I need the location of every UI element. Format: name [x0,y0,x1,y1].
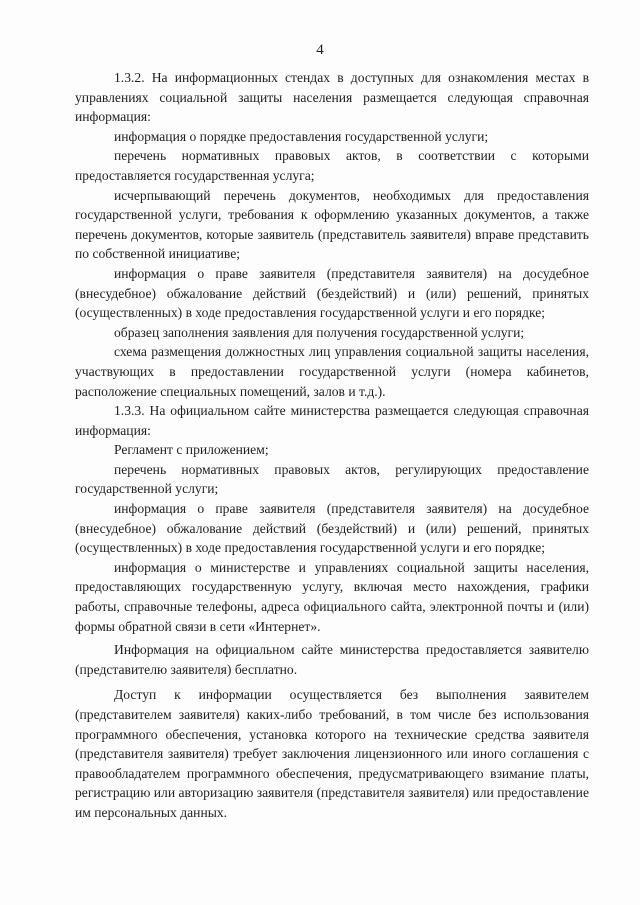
page-number: 4 [316,42,324,58]
list-item-info-procedure: информация о порядке предоставления государственной услуги; [114,128,489,144]
list-item-appeal-right: информация о праве заявителя (представителя заявителя) на досудебное (внесудебное) обжалование действий (бездействий) и (или) решений, принятых (осуществленных) в ходе предоставления государственной услуги и его порядке; [75,265,589,321]
list-item-appeal-right-site: информация о праве заявителя (представителя заявителя) на досудебное (внесудебное) обжалование действий (бездействий) и (или) решений, принятых (осуществленных) в ходе предоставления государственной услуги и его порядке; [75,501,589,556]
paragraph-access-conditions: Доступ к информации осуществляется без выполнения заявителем (представителем заявителя) каких-либо требований, в том числе без использования программного обеспечения, установка которого на технические средства заявителя (представителя заявителя) требует заключения лицензионного или иного соглашения с правообладателем программного обеспечения, предусматривающего взимание платы, регистрацию или авторизацию заявителя (представителя заявителя) или предоставление им персональных данных. [75,687,589,820]
paragraph-free-info: Информация на официальном сайте министерства предоставляется заявителю (представителю заявителя) бесплатно. [75,642,589,677]
paragraph-1-3-2: 1.3.2. На информационных стендах в доступных для ознакомления местах в управлениях социальной защиты населения размещается следующая справочная информация: [75,70,589,125]
list-item-ministry-info: информация о министерстве и управлениях социальной защиты населения, предоставляющих государственную услугу, включая место нахождения, графики работы, справочные телефоны, адреса официального сайта, электронной почты и (или) формы обратной связи в сети «Интернет». [75,559,589,634]
list-item-regulating-acts: перечень нормативных правовых актов, регулирующих предоставление государственной услуги; [75,461,589,497]
list-item-application-sample: образец заполнения заявления для получения государственной услуги; [114,324,525,340]
list-item-legal-acts: перечень нормативных правовых актов, в соответствии с которыми предоставляется государственная услуга; [75,148,589,183]
paragraph-1-3-3: 1.3.3. На официальном сайте министерства размещается следующая справочная информация: [75,403,589,438]
list-item-officials-layout: схема размещения должностных лиц управления социальной защиты населения, участвующих в предоставлении государственной услуги (номера кабинетов, расположение специальных помещений, залов и т.д.). [75,344,589,399]
list-item-regulation: Регламент с приложением; [114,442,269,458]
list-item-documents-list: исчерпывающий перечень документов, необходимых для предоставления государственной услуги, требования к оформлению указанных документов, а также перечень документов, которые заявитель (представитель заявителя) вправе представить по собственной инициативе; [75,187,589,262]
document-body [75,68,589,823]
